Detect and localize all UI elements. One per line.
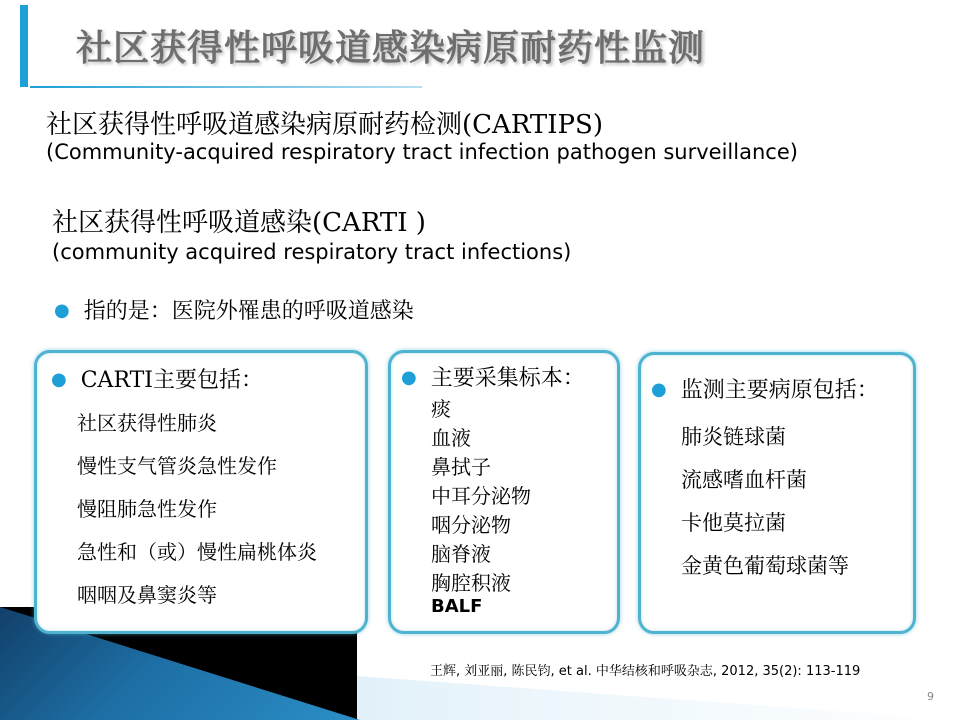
specimens-heading [401, 361, 585, 392]
definition-bullet [54, 294, 414, 325]
title-underline [30, 86, 422, 88]
list-item: 社区获得性肺炎 [77, 411, 217, 435]
carti-includes-box [34, 350, 368, 634]
pathogens-heading-text: 监测主要病原包括： [680, 378, 879, 403]
title-accent-bar [20, 5, 28, 87]
pathogens-heading [651, 373, 879, 404]
bullet-dot-icon: ● [51, 369, 67, 390]
definition-bullet-text: 指的是：医院外罹患的呼吸道感染 [83, 299, 414, 324]
list-item: 中耳分泌物 [431, 484, 531, 508]
bullet-dot-icon: ● [651, 379, 667, 400]
list-item: BALF [431, 596, 483, 617]
definition-cn: 社区获得性呼吸道感染(CARTI ) [52, 208, 426, 238]
definition-en: (community acquired respiratory tract infections) [52, 240, 572, 264]
list-item: 血液 [431, 426, 471, 450]
list-item: 慢阻肺急性发作 [77, 497, 217, 521]
specimens-box [388, 350, 620, 634]
heading-cn: 社区获得性呼吸道感染病原耐药检测(CARTIPS) [46, 110, 603, 140]
list-item: 胸腔积液 [431, 571, 511, 595]
list-item: 急性和（或）慢性扁桃体炎 [77, 540, 317, 564]
pathogens-box [638, 352, 916, 634]
bullet-dot-icon: ● [401, 367, 417, 388]
carti-includes-heading [51, 363, 263, 394]
bullet-dot-icon: ● [54, 300, 70, 321]
list-item: 卡他莫拉菌 [681, 511, 786, 535]
citation: 王辉, 刘亚丽, 陈民钧, et al. 中华结核和呼吸杂志, 2012, 35(2): 113-119 [430, 664, 861, 679]
list-item: 慢性支气管炎急性发作 [77, 454, 277, 478]
heading-en: (Community-acquired respiratory tract infection pathogen surveillance) [46, 140, 798, 164]
list-item: 咽咽及鼻窦炎等 [77, 583, 217, 607]
list-item: 脑脊液 [431, 542, 491, 566]
specimens-heading-text: 主要采集标本： [430, 366, 585, 391]
list-item: 流感嗜血杆菌 [681, 468, 807, 492]
carti-includes-heading-text: CARTI主要包括： [80, 368, 263, 393]
slide-title: 社区获得性呼吸道感染病原耐药性监测 [76, 28, 706, 69]
list-item: 肺炎链球菌 [681, 425, 786, 449]
list-item: 咽分泌物 [431, 513, 511, 537]
list-item: 痰 [431, 397, 451, 421]
list-item: 鼻拭子 [431, 455, 491, 479]
list-item: 金黄色葡萄球菌等 [681, 554, 849, 578]
page-number: 9 [927, 690, 934, 703]
